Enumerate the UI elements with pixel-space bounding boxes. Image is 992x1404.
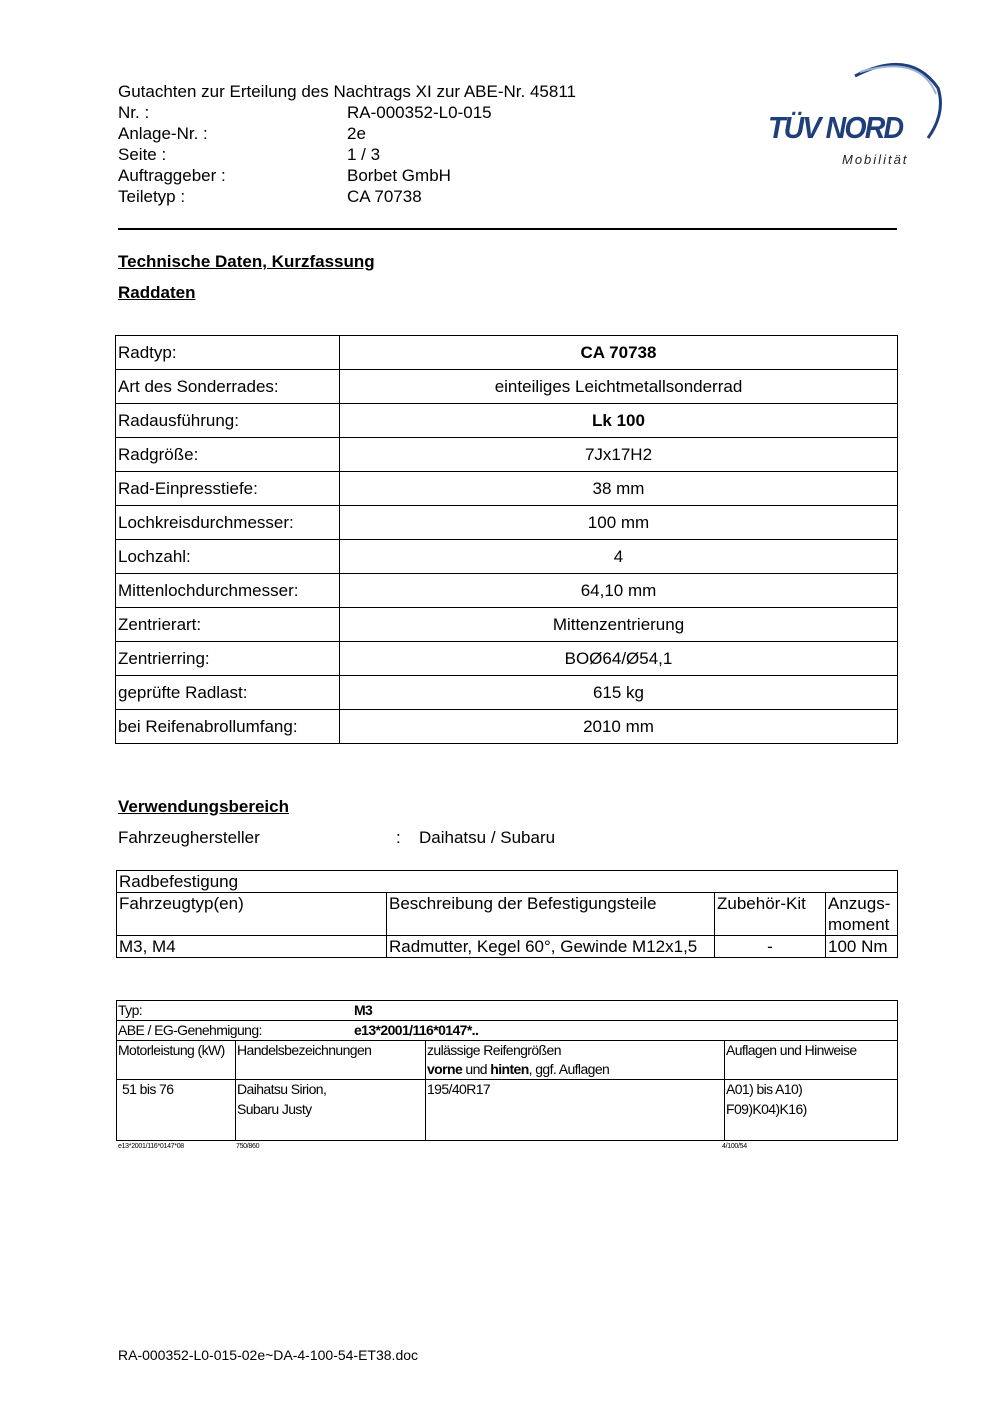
logo-subtitle: Mobilität — [842, 152, 909, 167]
raddaten-table — [115, 335, 898, 744]
logo-brand-text: TÜV NORD — [768, 110, 903, 145]
table-row: Radgröße: 7Jx17H2 — [116, 438, 898, 472]
document-footer-filename: RA-000352-L0-015-02e~DA-4-100-54-ET38.doc — [118, 1347, 419, 1363]
table-row: Art des Sonderrades: einteiliges Leichtmetallsonderrad — [116, 370, 898, 404]
table-row: Zentrierart: Mittenzentrierung — [116, 608, 898, 642]
radbefestigung-title: Radbefestigung — [117, 871, 898, 893]
header-row: Seite : 1 / 3 — [118, 145, 381, 164]
header-row: Auftraggeber : Borbet GmbH — [118, 166, 451, 185]
hersteller-label: Fahrzeughersteller — [118, 828, 260, 847]
document-title: Gutachten zur Erteilung des Nachtrags XI zur ABE-Nr. 45811 — [118, 82, 576, 101]
table-row: Radausführung: Lk 100 — [116, 404, 898, 438]
footnote: 750/860 — [236, 1143, 260, 1150]
table-header-row: Fahrzeugtyp(en) Beschreibung der Befestigungsteile Zubehör-Kit Anzugs-moment — [117, 893, 898, 936]
table-row: Lochkreisdurchmesser: 100 mm — [116, 506, 898, 540]
document-header — [118, 81, 576, 207]
table-row: M3, M4 Radmutter, Kegel 60°, Gewinde M12x1,5 - 100 Nm — [117, 936, 898, 958]
footnote: 4/100/54 — [722, 1143, 747, 1150]
header-row: Anlage-Nr. : 2e — [118, 124, 366, 143]
table-header-row: Motorleistung (kW) Handelsbezeichnungen zulässige Reifengrößen vorne und hinten, ggf. Auflagen Auflagen und Hinweise — [117, 1041, 898, 1080]
table-row: Typ: M3 — [117, 1001, 898, 1021]
table-row: geprüfte Radlast: 615 kg — [116, 676, 898, 710]
header-divider — [118, 228, 897, 230]
typ-table — [116, 1000, 898, 1141]
table-row — [117, 871, 898, 893]
header-row: Teiletyp : CA 70738 — [118, 187, 422, 206]
hersteller-colon: : — [396, 828, 401, 847]
tuev-nord-logo — [760, 58, 945, 173]
section-title-verwendung: Verwendungsbereich — [118, 797, 289, 816]
table-row: Mittenlochdurchmesser: 64,10 mm — [116, 574, 898, 608]
section-title-tech: Technische Daten, Kurzfassung — [118, 252, 375, 271]
table-row: Lochzahl: 4 — [116, 540, 898, 574]
table-row: ABE / EG-Genehmigung: e13*2001/116*0147*.. — [117, 1021, 898, 1041]
table-row: Rad-Einpresstiefe: 38 mm — [116, 472, 898, 506]
section-title-raddaten: Raddaten — [118, 283, 196, 302]
radbefestigung-table — [116, 870, 898, 958]
table-row: Zentrierring: BOØ64/Ø54,1 — [116, 642, 898, 676]
table-row: 51 bis 76 Daihatsu Sirion, Subaru Justy 195/40R17 A01) bis A10) F09)K04)K16) — [117, 1080, 898, 1141]
hersteller-value: Daihatsu / Subaru — [419, 828, 556, 847]
table-row: Radtyp: CA 70738 — [116, 336, 898, 370]
table-row: bei Reifenabrollumfang: 2010 mm — [116, 710, 898, 744]
header-row: Nr. : RA-000352-L0-015 — [118, 103, 492, 122]
footnote: e13*2001/116*0147*08 — [118, 1143, 184, 1150]
